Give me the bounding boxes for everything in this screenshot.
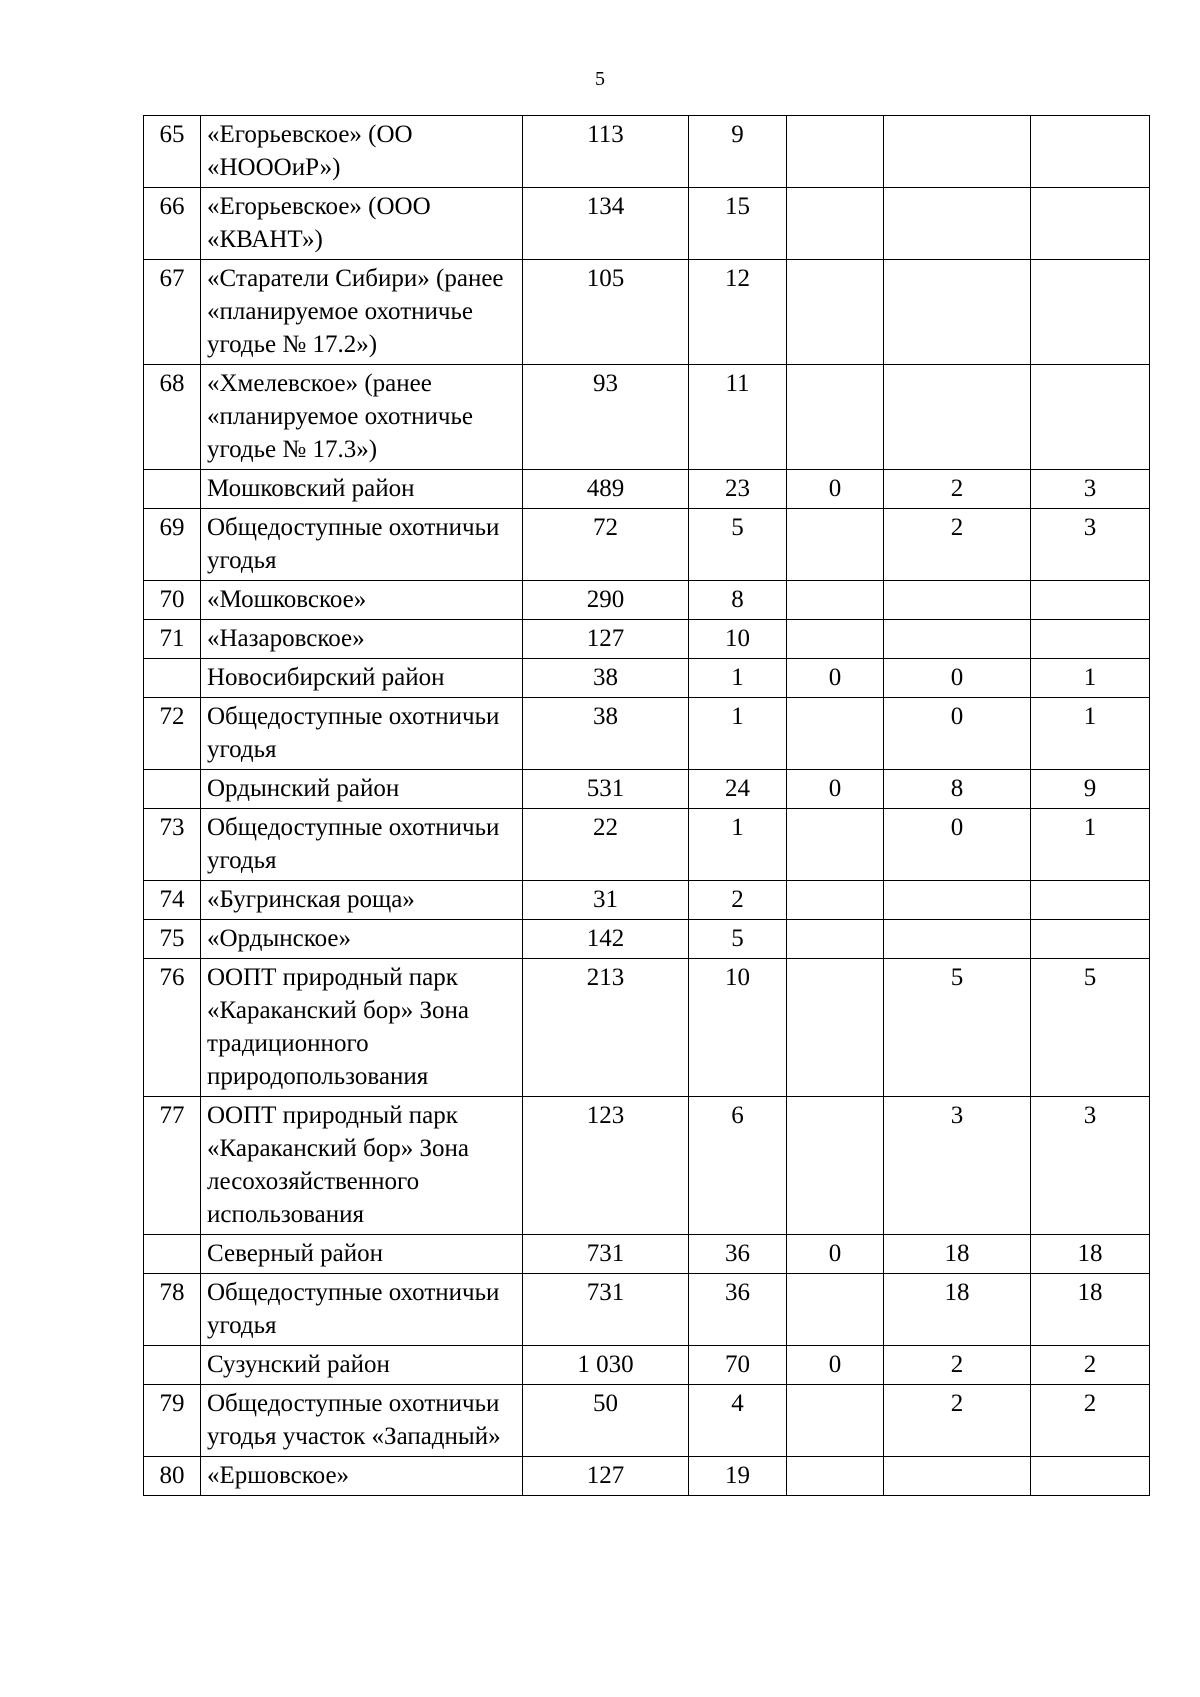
table-row	[144, 509, 1150, 581]
row-number-cell	[144, 659, 201, 698]
value-cell-1: 38	[523, 698, 689, 770]
ground-name-cell: «Ершовское»	[201, 1457, 523, 1496]
value-cell-5: 1	[1031, 659, 1150, 698]
value-cell-4	[884, 188, 1031, 260]
value-cell-1: 50	[523, 1385, 689, 1457]
value-cell-4	[884, 365, 1031, 470]
value-cell-5: 3	[1031, 470, 1150, 509]
table-row	[144, 116, 1150, 188]
ground-name-cell: Общедоступные охотничьи угодья	[201, 698, 523, 770]
value-cell-1: 731	[523, 1235, 689, 1274]
row-number-cell: 76	[144, 959, 201, 1097]
ground-name-cell: «Хмелевское» (ранее «планируемое охотничье угодье № 17.3»)	[201, 365, 523, 470]
value-cell-5: 9	[1031, 770, 1150, 809]
value-cell-5	[1031, 260, 1150, 365]
table-row	[144, 620, 1150, 659]
value-cell-5: 5	[1031, 959, 1150, 1097]
value-cell-2: 10	[689, 620, 787, 659]
table-row	[144, 920, 1150, 959]
value-cell-4	[884, 1457, 1031, 1496]
table-row	[144, 365, 1150, 470]
row-number-cell: 78	[144, 1274, 201, 1346]
table-row	[144, 260, 1150, 365]
value-cell-3	[787, 260, 884, 365]
ground-name-cell: Общедоступные охотничьи угодья	[201, 1274, 523, 1346]
value-cell-2: 6	[689, 1097, 787, 1235]
value-cell-2: 12	[689, 260, 787, 365]
value-cell-3	[787, 809, 884, 881]
row-number-cell: 75	[144, 920, 201, 959]
district-summary-row	[144, 770, 1150, 809]
value-cell-5	[1031, 581, 1150, 620]
value-cell-5: 2	[1031, 1346, 1150, 1385]
ground-name-cell: ООПТ природный парк «Караканский бор» Зона традиционного природопользования	[201, 959, 523, 1097]
value-cell-3	[787, 920, 884, 959]
table-body	[144, 116, 1150, 1496]
value-cell-4: 2	[884, 1346, 1031, 1385]
row-number-cell: 69	[144, 509, 201, 581]
value-cell-3	[787, 1097, 884, 1235]
value-cell-5	[1031, 188, 1150, 260]
value-cell-1: 38	[523, 659, 689, 698]
table-row	[144, 188, 1150, 260]
row-number-cell: 74	[144, 881, 201, 920]
hunting-grounds-table	[143, 115, 1150, 1496]
value-cell-1: 127	[523, 1457, 689, 1496]
ground-name-cell: «Мошковское»	[201, 581, 523, 620]
value-cell-4: 2	[884, 1385, 1031, 1457]
row-number-cell: 72	[144, 698, 201, 770]
value-cell-3	[787, 365, 884, 470]
value-cell-2: 1	[689, 698, 787, 770]
value-cell-4	[884, 116, 1031, 188]
value-cell-2: 2	[689, 881, 787, 920]
value-cell-1: 731	[523, 1274, 689, 1346]
value-cell-2: 23	[689, 470, 787, 509]
value-cell-1: 489	[523, 470, 689, 509]
value-cell-4	[884, 620, 1031, 659]
value-cell-5: 1	[1031, 809, 1150, 881]
value-cell-3	[787, 188, 884, 260]
table-row	[144, 959, 1150, 1097]
table-row	[144, 809, 1150, 881]
row-number-cell: 79	[144, 1385, 201, 1457]
value-cell-4: 5	[884, 959, 1031, 1097]
ground-name-cell: «Егорьевское» (ООО «КВАНТ»)	[201, 188, 523, 260]
ground-name-cell: Сузунский район	[201, 1346, 523, 1385]
value-cell-1: 22	[523, 809, 689, 881]
value-cell-3	[787, 1385, 884, 1457]
value-cell-2: 9	[689, 116, 787, 188]
value-cell-1: 142	[523, 920, 689, 959]
row-number-cell	[144, 470, 201, 509]
value-cell-2: 5	[689, 920, 787, 959]
value-cell-2: 70	[689, 1346, 787, 1385]
value-cell-3	[787, 881, 884, 920]
ground-name-cell: «Егорьевское» (ОО «НОООиР»)	[201, 116, 523, 188]
value-cell-2: 36	[689, 1235, 787, 1274]
table-row	[144, 1097, 1150, 1235]
value-cell-2: 1	[689, 659, 787, 698]
value-cell-3	[787, 698, 884, 770]
value-cell-2: 1	[689, 809, 787, 881]
value-cell-5: 3	[1031, 1097, 1150, 1235]
ground-name-cell: Новосибирский район	[201, 659, 523, 698]
value-cell-2: 36	[689, 1274, 787, 1346]
district-summary-row	[144, 1346, 1150, 1385]
row-number-cell: 68	[144, 365, 201, 470]
ground-name-cell: Общедоступные охотничьи угодья	[201, 509, 523, 581]
value-cell-2: 19	[689, 1457, 787, 1496]
value-cell-4: 3	[884, 1097, 1031, 1235]
value-cell-5	[1031, 620, 1150, 659]
value-cell-1: 290	[523, 581, 689, 620]
row-number-cell: 71	[144, 620, 201, 659]
ground-name-cell: Мошковский район	[201, 470, 523, 509]
value-cell-1: 134	[523, 188, 689, 260]
value-cell-4: 2	[884, 509, 1031, 581]
value-cell-3	[787, 1457, 884, 1496]
value-cell-5	[1031, 365, 1150, 470]
row-number-cell: 77	[144, 1097, 201, 1235]
value-cell-2: 8	[689, 581, 787, 620]
value-cell-1: 1 030	[523, 1346, 689, 1385]
district-summary-row	[144, 1235, 1150, 1274]
value-cell-5	[1031, 920, 1150, 959]
value-cell-3: 0	[787, 1346, 884, 1385]
value-cell-1: 31	[523, 881, 689, 920]
value-cell-3: 0	[787, 659, 884, 698]
value-cell-4: 0	[884, 809, 1031, 881]
value-cell-4	[884, 581, 1031, 620]
value-cell-1: 93	[523, 365, 689, 470]
value-cell-3: 0	[787, 470, 884, 509]
ground-name-cell: «Ордынское»	[201, 920, 523, 959]
value-cell-4	[884, 881, 1031, 920]
value-cell-2: 5	[689, 509, 787, 581]
ground-name-cell: «Старатели Сибири» (ранее «планируемое охотничье угодье № 17.2»)	[201, 260, 523, 365]
table-row	[144, 1385, 1150, 1457]
table-row	[144, 1457, 1150, 1496]
row-number-cell: 67	[144, 260, 201, 365]
value-cell-1: 531	[523, 770, 689, 809]
ground-name-cell: Ордынский район	[201, 770, 523, 809]
value-cell-5: 3	[1031, 509, 1150, 581]
table-row	[144, 1274, 1150, 1346]
value-cell-2: 4	[689, 1385, 787, 1457]
value-cell-5	[1031, 116, 1150, 188]
value-cell-1: 105	[523, 260, 689, 365]
row-number-cell: 65	[144, 116, 201, 188]
ground-name-cell: «Назаровское»	[201, 620, 523, 659]
value-cell-4: 18	[884, 1235, 1031, 1274]
value-cell-5: 18	[1031, 1235, 1150, 1274]
value-cell-1: 213	[523, 959, 689, 1097]
value-cell-3	[787, 1274, 884, 1346]
value-cell-1: 113	[523, 116, 689, 188]
ground-name-cell: Общедоступные охотничьи угодья	[201, 809, 523, 881]
ground-name-cell: Северный район	[201, 1235, 523, 1274]
value-cell-1: 127	[523, 620, 689, 659]
row-number-cell	[144, 770, 201, 809]
value-cell-5: 2	[1031, 1385, 1150, 1457]
value-cell-3: 0	[787, 770, 884, 809]
row-number-cell	[144, 1346, 201, 1385]
row-number-cell: 80	[144, 1457, 201, 1496]
value-cell-4: 2	[884, 470, 1031, 509]
row-number-cell: 66	[144, 188, 201, 260]
district-summary-row	[144, 470, 1150, 509]
table-row	[144, 698, 1150, 770]
value-cell-3	[787, 509, 884, 581]
value-cell-5	[1031, 1457, 1150, 1496]
table-row	[144, 881, 1150, 920]
value-cell-3	[787, 620, 884, 659]
ground-name-cell: «Бугринская роща»	[201, 881, 523, 920]
value-cell-3	[787, 116, 884, 188]
value-cell-1: 123	[523, 1097, 689, 1235]
value-cell-1: 72	[523, 509, 689, 581]
value-cell-4: 8	[884, 770, 1031, 809]
table-row	[144, 581, 1150, 620]
value-cell-4	[884, 920, 1031, 959]
value-cell-5: 1	[1031, 698, 1150, 770]
ground-name-cell: ООПТ природный парк «Караканский бор» Зона лесохозяйственного использования	[201, 1097, 523, 1235]
value-cell-3	[787, 581, 884, 620]
value-cell-3: 0	[787, 1235, 884, 1274]
value-cell-2: 10	[689, 959, 787, 1097]
value-cell-2: 24	[689, 770, 787, 809]
row-number-cell: 70	[144, 581, 201, 620]
page-number: 5	[595, 68, 605, 90]
ground-name-cell: Общедоступные охотничьи угодья участок «Западный»	[201, 1385, 523, 1457]
value-cell-2: 15	[689, 188, 787, 260]
row-number-cell: 73	[144, 809, 201, 881]
value-cell-5	[1031, 881, 1150, 920]
district-summary-row	[144, 659, 1150, 698]
value-cell-4: 0	[884, 698, 1031, 770]
value-cell-5: 18	[1031, 1274, 1150, 1346]
value-cell-4: 0	[884, 659, 1031, 698]
value-cell-4	[884, 260, 1031, 365]
value-cell-4: 18	[884, 1274, 1031, 1346]
row-number-cell	[144, 1235, 201, 1274]
value-cell-3	[787, 959, 884, 1097]
value-cell-2: 11	[689, 365, 787, 470]
